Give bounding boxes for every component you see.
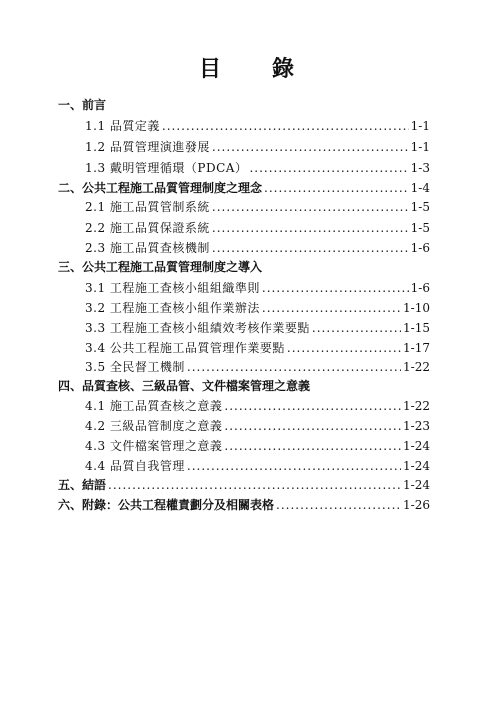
toc-page-number: 1-24 (403, 459, 430, 473)
toc-label: 二、公共工程施工品質管理制度之理念 (58, 181, 263, 195)
dot-leader (224, 398, 401, 414)
toc-entry-1-3[interactable] (85, 160, 430, 176)
toc-page-number: 1-22 (403, 399, 430, 413)
toc-entry-3-1[interactable] (85, 280, 430, 296)
toc-page-number: 1-22 (403, 360, 430, 374)
toc-entry-3-4[interactable] (85, 340, 430, 356)
toc-label: 四、品質查核、三級品管、文件檔案管理之意義 (58, 379, 311, 393)
dot-leader (212, 199, 409, 215)
toc-entry-1-2[interactable] (85, 139, 430, 155)
toc-section-5[interactable] (58, 477, 430, 493)
toc-label: 4.2 三級品管制度之意義 (85, 419, 223, 433)
toc-section-3[interactable] (58, 259, 430, 275)
toc-label: 1.1 品質定義 (85, 119, 160, 133)
toc-page-number: 1-15 (403, 321, 430, 335)
toc-label: 一、前言 (58, 98, 107, 112)
toc-label: 1.2 品質管理演進發展 (85, 140, 210, 154)
dot-leader (212, 220, 409, 236)
toc-label: 三、公共工程施工品質管理制度之導入 (58, 260, 263, 274)
dot-leader (162, 118, 409, 134)
toc-label: 3.1 工程施工查核小組組織準則 (85, 281, 260, 295)
toc-entry-3-2[interactable] (85, 300, 430, 316)
toc-label: 4.4 品質自我管理 (85, 459, 185, 473)
dot-leader (249, 160, 408, 176)
dot-leader (224, 438, 401, 454)
dot-leader (224, 418, 401, 434)
toc-section-4[interactable] (58, 378, 430, 394)
toc-page-number: 1-6 (410, 281, 430, 295)
toc-page-number: 1-23 (403, 419, 430, 433)
toc-label: 2.3 施工品質查核機制 (85, 241, 210, 255)
toc-entry-4-2[interactable] (85, 418, 430, 434)
dot-leader (212, 240, 409, 256)
toc-label: 1.3 戴明管理循環（PDCA） (85, 161, 248, 175)
toc-label: 3.5 全民督工機制 (85, 360, 185, 374)
title-char-2: 錄 (272, 56, 297, 82)
toc-page-number: 1-24 (403, 439, 430, 453)
toc-page-number: 1-5 (410, 200, 430, 214)
toc-page-number: 1-3 (410, 161, 430, 175)
dot-leader (287, 340, 401, 356)
toc-entry-1-1[interactable] (85, 118, 430, 134)
toc-entry-2-3[interactable] (85, 240, 430, 256)
toc-page-number: 1-1 (410, 140, 430, 154)
toc-entry-2-1[interactable] (85, 199, 430, 215)
toc-page-number: 1-17 (403, 341, 430, 355)
dot-leader (212, 139, 409, 155)
dot-leader (262, 300, 401, 316)
dot-leader (187, 359, 401, 375)
toc-label: 4.3 文件檔案管理之意義 (85, 439, 223, 453)
toc-label: 2.1 施工品質管制系統 (85, 200, 210, 214)
dot-leader (264, 180, 409, 196)
toc-label: 3.3 工程施工查核小組績效考核作業要點 (85, 321, 310, 335)
toc-page-number: 1-5 (410, 221, 430, 235)
toc-section-1[interactable] (58, 97, 430, 113)
toc-page-number: 1-4 (410, 181, 430, 195)
toc-entry-4-3[interactable] (85, 438, 430, 454)
toc-page-number: 1-6 (410, 241, 430, 255)
toc-entry-3-5[interactable] (85, 359, 430, 375)
toc-page-number: 1-26 (403, 498, 430, 512)
toc-entry-2-2[interactable] (85, 220, 430, 236)
dot-leader (108, 477, 401, 493)
toc-entry-4-4[interactable] (85, 458, 430, 474)
title-char-1: 目 (199, 56, 224, 82)
toc-page-number: 1-10 (403, 301, 430, 315)
toc-section-2[interactable] (58, 180, 430, 196)
dot-leader (262, 280, 409, 296)
toc-label: 4.1 施工品質查核之意義 (85, 399, 223, 413)
toc-page-number: 1-1 (410, 119, 430, 133)
dot-leader (312, 320, 401, 336)
toc-page-number: 1-24 (403, 478, 430, 492)
toc-label: 六、附錄：公共工程權責劃分及相關表格 (58, 498, 275, 512)
toc-label: 3.4 公共工程施工品質管理作業要點 (85, 341, 285, 355)
toc-entry-3-3[interactable] (85, 320, 430, 336)
dot-leader (276, 497, 401, 513)
toc-label: 2.2 施工品質保證系統 (85, 221, 210, 235)
toc-label: 五、結語 (58, 478, 107, 492)
toc-entry-4-1[interactable] (85, 398, 430, 414)
toc-section-6[interactable] (58, 497, 430, 513)
toc-label: 3.2 工程施工查核小組作業辦法 (85, 301, 260, 315)
dot-leader (187, 458, 401, 474)
